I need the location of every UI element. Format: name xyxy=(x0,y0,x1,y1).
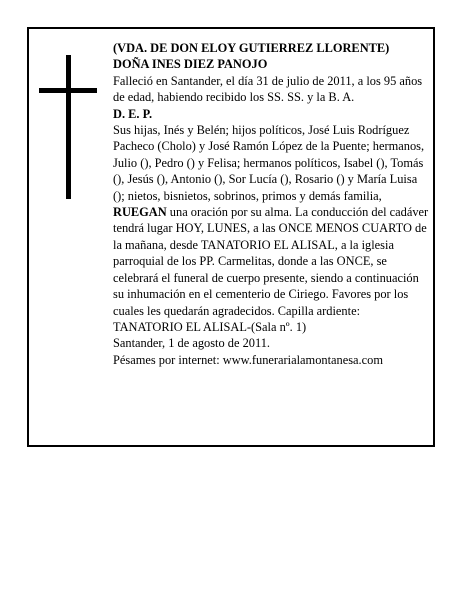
obituary-text xyxy=(113,40,431,368)
cross-vertical-bar xyxy=(66,55,71,199)
cross-horizontal-bar xyxy=(39,88,97,93)
obituary-card xyxy=(27,27,435,447)
widow-title: (VDA. DE DON ELOY GUTIERREZ LLORENTE) xyxy=(113,41,390,55)
ruegan-word: RUEGAN xyxy=(113,205,167,220)
death-paragraph: Falleció en Santander, el día 31 de julio de 2011, a los 95 años de edad, habiendo recibido los SS. SS. y la B. A. xyxy=(113,73,423,105)
ruegan-paragraph: una oración por su alma. La conducción del cadáver tendrá lugar HOY, LUNES, a las ONCE MENOS CUARTO de la mañana, desde TANATORIO EL ALISAL, a la iglesia parroquial de los PP. Carmelitas, donde a las ONCE, se celebrará el funeral de cuerpo presente, siendo a continuación su inhumación en el cementerio de Ciriego. Favores por los cuales les quedarán agradecidos. Capilla ardiente: TANATORIO EL ALISAL-(Sala nº. 1) xyxy=(113,205,429,334)
deceased-name: DOÑA INES DIEZ PANOJO xyxy=(113,57,268,72)
date-line: Santander, 1 de agosto de 2011. xyxy=(113,336,270,351)
dep-line: D. E. P. xyxy=(113,106,153,121)
cross-icon xyxy=(39,55,97,199)
website-line: Pésames por internet: www.funerarialamontanesa.com xyxy=(113,352,383,367)
ruegan-paragraph-block xyxy=(113,204,431,335)
family-paragraph: Sus hijas, Inés y Belén; hijos políticos, José Luis Rodríguez Pacheco (Cholo) y José Ramón López de la Puente; hermanos, Julio (), Pedro () y Felisa; hermanos políticos, Isabel (), Tomás (), Jesús (), Antonio (), Sor Lucía (), Rosario () y María Luisa (); nietos, bisnietos, sobrinos, primos y demás familia, xyxy=(113,123,425,203)
